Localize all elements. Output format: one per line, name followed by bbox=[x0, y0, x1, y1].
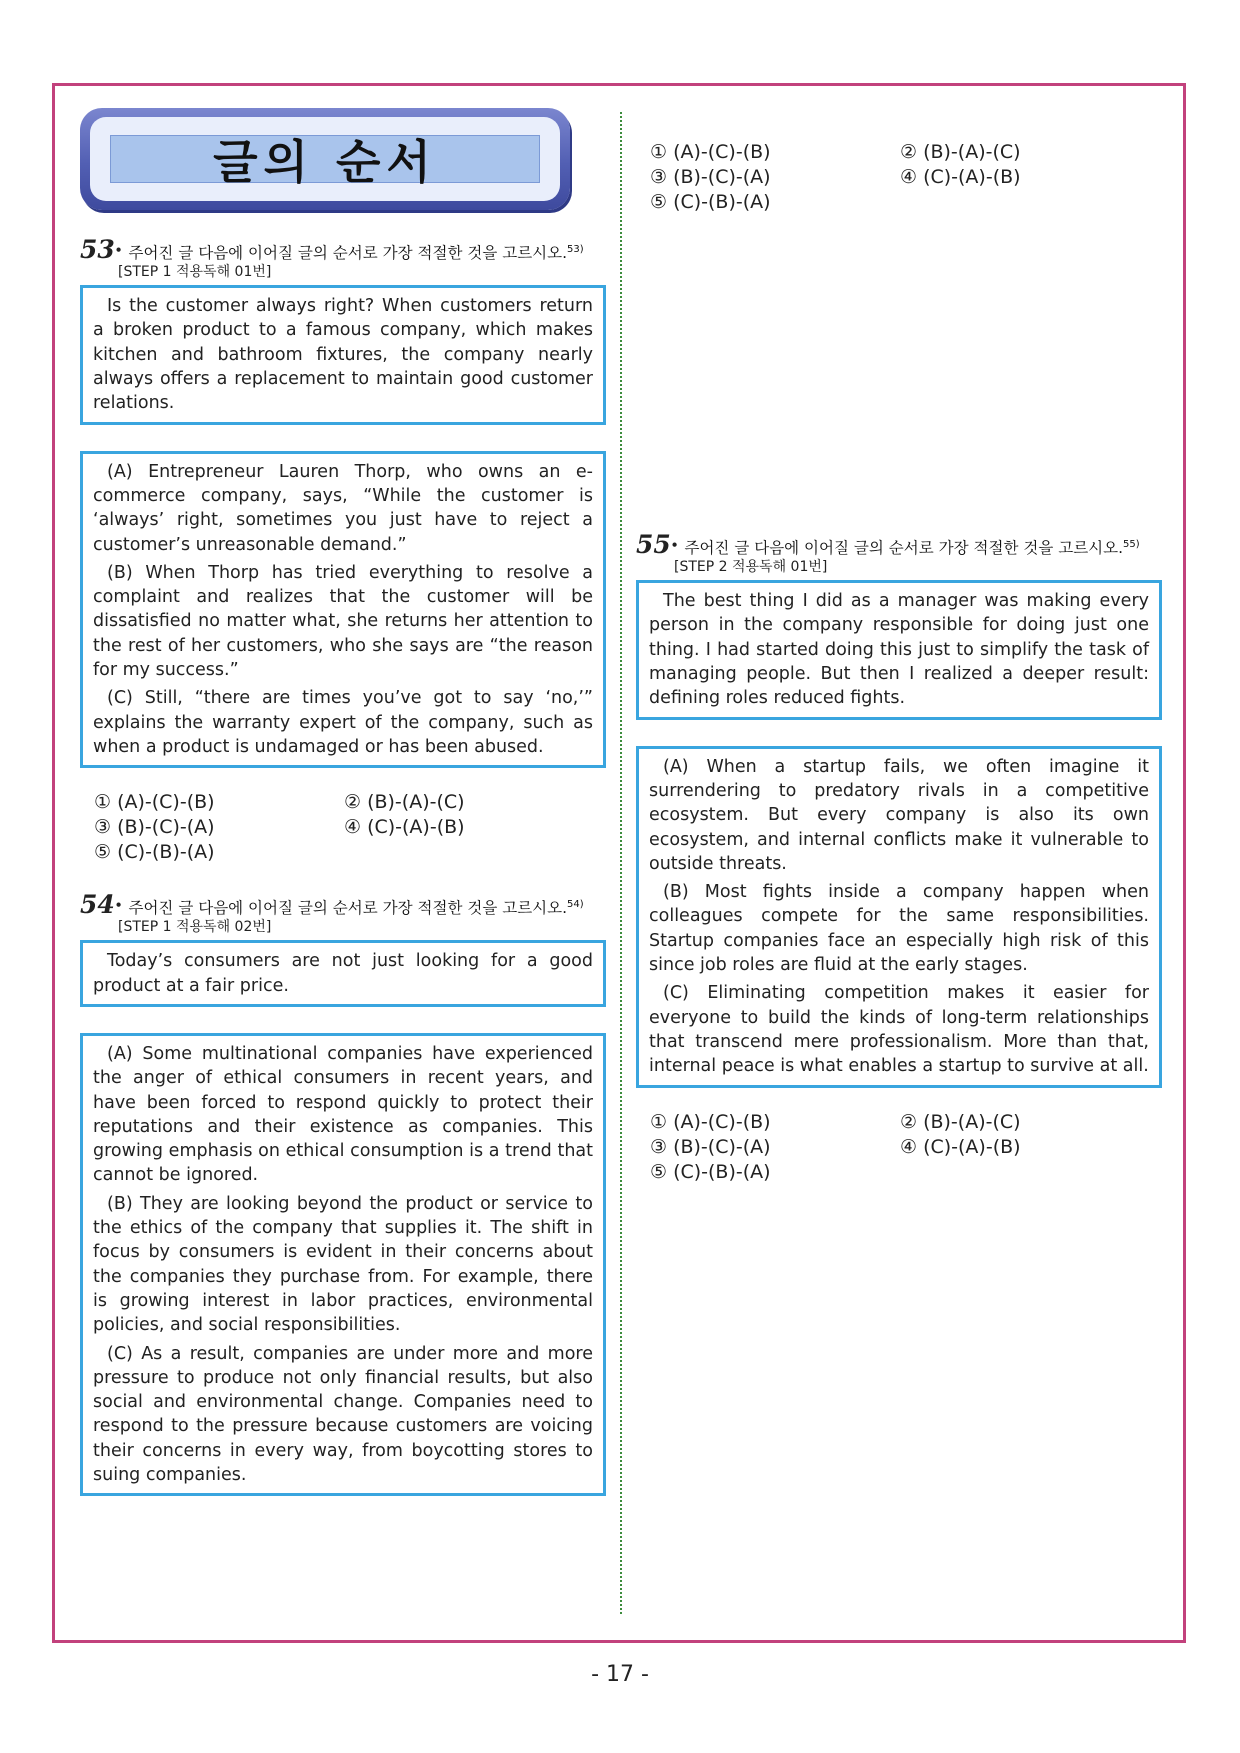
footnote-ref: 55) bbox=[1123, 539, 1140, 550]
page-number: - 17 - bbox=[591, 1662, 649, 1687]
question-number: 53 • bbox=[80, 235, 122, 264]
left-column bbox=[80, 108, 606, 1496]
question-instruction: 주어진 글 다음에 이어질 글의 순서로 가장 적절한 것을 고르시오. bbox=[684, 539, 1124, 558]
choice-1[interactable]: ① (A)-(C)-(B) bbox=[650, 141, 771, 163]
choice-2[interactable]: ② (B)-(A)-(C) bbox=[900, 1110, 1021, 1133]
choice-5[interactable]: ⑤ (C)-(B)-(A) bbox=[650, 191, 771, 213]
intro-passage: Is the customer always right? When customers return a broken product to a famous company, which makes kitchen and bathroom fixtures, the company nearly always offers a replacement to maintain good customer relations. bbox=[93, 296, 593, 414]
choice-3[interactable]: ③ (B)-(C)-(A) bbox=[94, 816, 215, 839]
intro-passage-box bbox=[636, 580, 1162, 719]
question-source: [STEP 1 적용독해 01번] bbox=[118, 264, 272, 281]
question-source: [STEP 2 적용독해 01번] bbox=[674, 559, 828, 576]
intro-passage: The best thing I did as a manager was making every person in the company responsible for doing just one thing. I had started doing this just to simplify the task of managing people. But then I realized a deeper result: defining roles reduced fights. bbox=[649, 591, 1149, 709]
column-divider bbox=[620, 112, 622, 1614]
choice-1[interactable]: ① (A)-(C)-(B) bbox=[94, 791, 215, 814]
choice-2[interactable]: ② (B)-(A)-(C) bbox=[900, 141, 1021, 163]
choice-5[interactable]: ⑤ (C)-(B)-(A) bbox=[94, 841, 215, 864]
passage-b: (B) They are looking beyond the product or service to the ethics of the company that supplies it. The shift in focus by consumers is evident in their concerns about the companies they purchase from. For example, there is growing interest in labor practices, environmental policies, and social responsibilities. bbox=[93, 1193, 593, 1336]
choice-4[interactable]: ④ (C)-(A)-(B) bbox=[344, 816, 465, 839]
choice-3[interactable]: ③ (B)-(C)-(A) bbox=[650, 166, 771, 188]
choice-1[interactable]: ① (A)-(C)-(B) bbox=[650, 1110, 771, 1133]
right-column bbox=[636, 140, 1162, 1185]
question-source: [STEP 1 적용독해 02번] bbox=[118, 919, 272, 936]
passage-a: (A) Entrepreneur Lauren Thorp, who owns an e-commerce company, says, “While the customer is ‘always’ right, sometimes you just have to reject a customer’s unreasonable demand.” bbox=[93, 461, 593, 555]
question-instruction: 주어진 글 다음에 이어질 글의 순서로 가장 적절한 것을 고르시오. bbox=[128, 899, 568, 918]
intro-passage: Today’s consumers are not just looking for a good product at a fair price. bbox=[93, 951, 593, 996]
passage-b: (B) Most fights inside a company happen when colleagues compete for the same responsibilities. Startup companies face an especially high risk of this since job roles are fluid at the early stages. bbox=[649, 882, 1149, 976]
ordered-passages-box bbox=[636, 746, 1162, 1088]
passage-a: (A) When a startup fails, we often imagine it surrendering to predatory rivals in a competitive ecosystem. But every company is also its own ecosystem, and internal conflicts make it vulnerable to outside threats. bbox=[649, 756, 1149, 874]
question-54-header bbox=[80, 890, 606, 920]
ordered-passages-box bbox=[80, 1033, 606, 1496]
intro-passage-box bbox=[80, 285, 606, 424]
choice-4[interactable]: ④ (C)-(A)-(B) bbox=[900, 166, 1021, 188]
choice-2[interactable]: ② (B)-(A)-(C) bbox=[344, 791, 465, 814]
question-number: 54 • bbox=[80, 890, 122, 919]
answer-choices bbox=[636, 1110, 1162, 1185]
section-title: 글의 순서 bbox=[213, 135, 437, 189]
answer-choices-q54 bbox=[636, 140, 1162, 215]
question-55-header bbox=[636, 530, 1162, 560]
choice-3[interactable]: ③ (B)-(C)-(A) bbox=[650, 1135, 771, 1158]
ordered-passages-box bbox=[80, 451, 606, 769]
passage-a: (A) Some multinational companies have experienced the anger of ethical consumers in recent years, and have been forced to respond quickly to protect their reputations and their existence as companies. This growing emphasis on ethical consumption is a trend that cannot be ignored. bbox=[93, 1043, 593, 1186]
question-53-header bbox=[80, 235, 606, 265]
question-instruction: 주어진 글 다음에 이어질 글의 순서로 가장 적절한 것을 고르시오. bbox=[128, 244, 568, 263]
question-number: 55 • bbox=[636, 530, 678, 559]
answer-choices bbox=[80, 790, 606, 865]
footnote-ref: 53) bbox=[567, 244, 584, 255]
choice-4[interactable]: ④ (C)-(A)-(B) bbox=[900, 1135, 1021, 1158]
choice-5[interactable]: ⑤ (C)-(B)-(A) bbox=[650, 1160, 771, 1183]
passage-c: (C) As a result, companies are under more and more pressure to produce not only financial results, but also social and environmental change. Companies need to respond to the pressure because customers are voicing their concerns in every way, from boycotting stores to suing companies. bbox=[93, 1343, 593, 1485]
section-banner bbox=[80, 108, 570, 210]
intro-passage-box bbox=[80, 940, 606, 1007]
passage-c: (C) Eliminating competition makes it easier for everyone to build the kinds of long-term relationships that transcend mere professionalism. More than that, internal peace is what enables a startup to survive at all. bbox=[649, 983, 1149, 1077]
footnote-ref: 54) bbox=[567, 899, 584, 911]
passage-c: (C) Still, “there are times you’ve got to say ‘no,’” explains the warranty expert of the company, such as when a product is undamaged or has been abused. bbox=[93, 688, 593, 757]
passage-b: (B) When Thorp has tried everything to resolve a complaint and realizes that the customer will be dissatisfied no matter what, she returns her attention to the rest of her customers, who she says are “the reason for my success.” bbox=[93, 562, 593, 681]
